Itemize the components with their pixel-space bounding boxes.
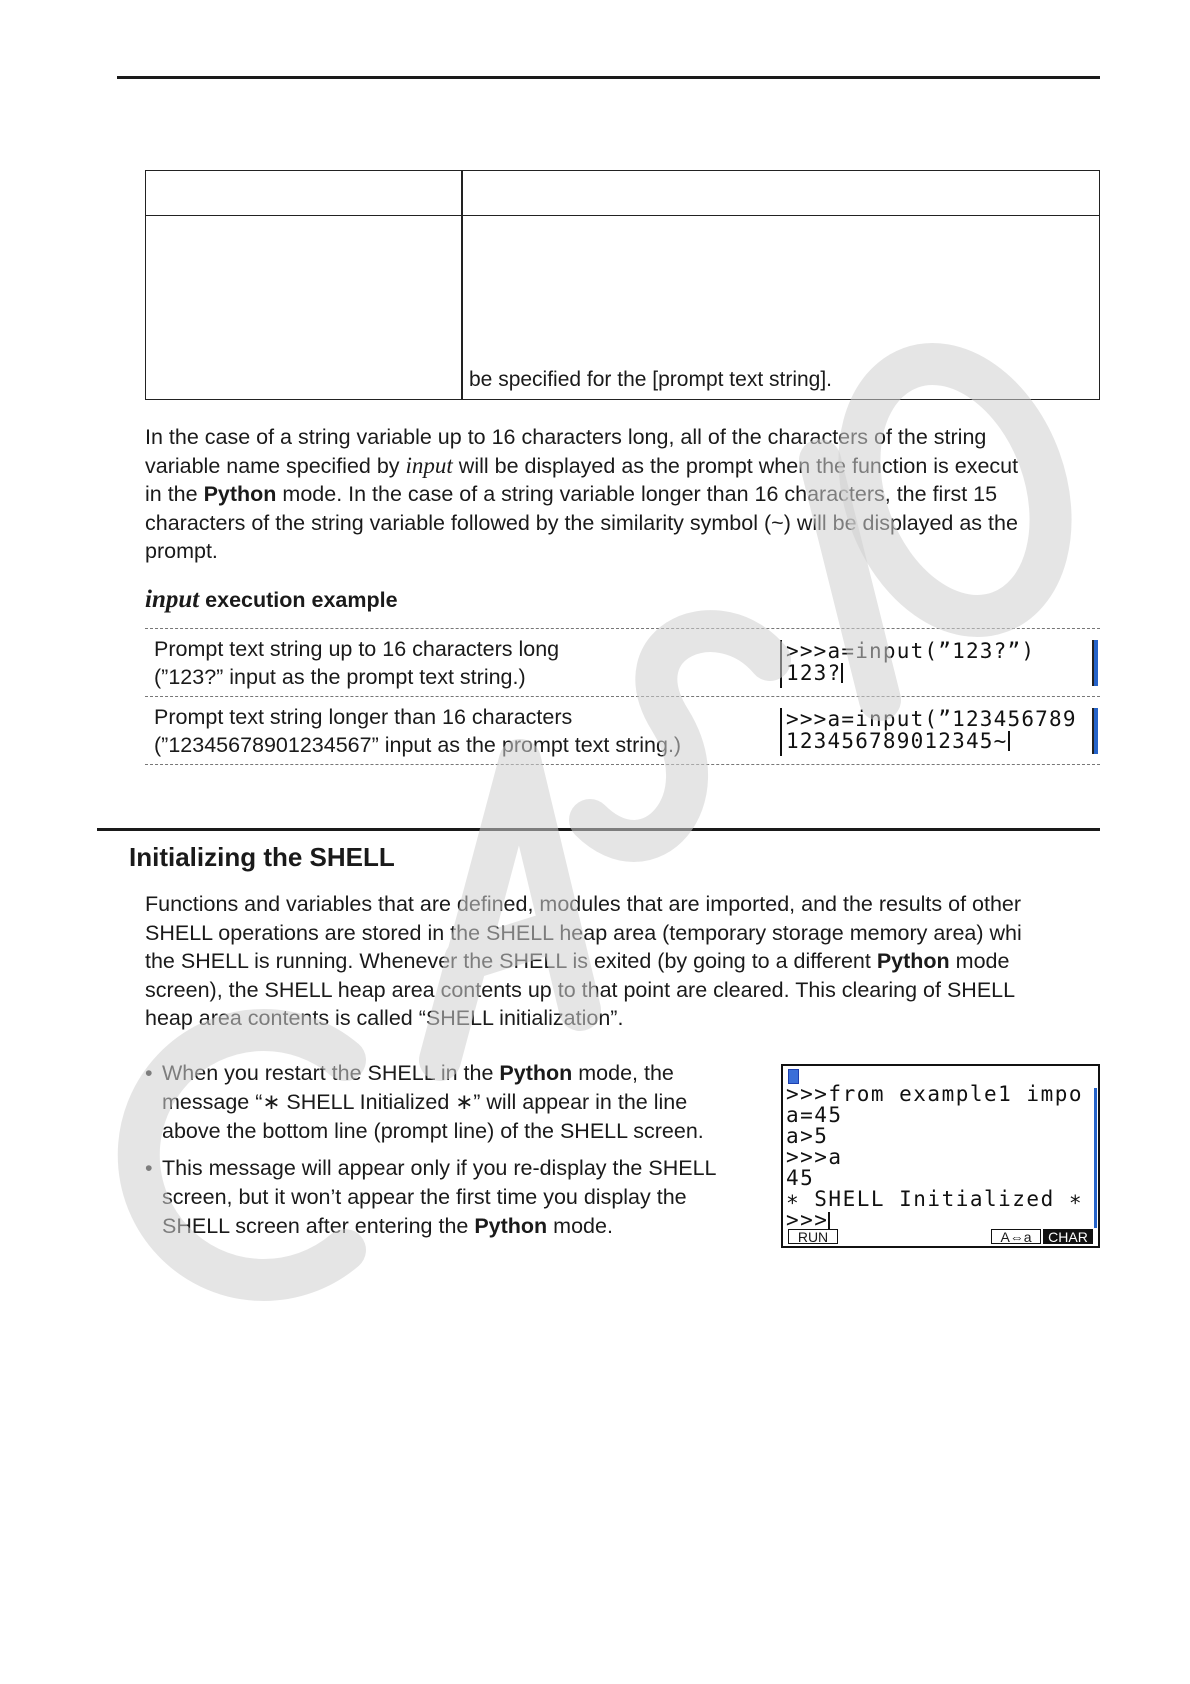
section-title: Initializing the SHELL — [129, 842, 395, 872]
bullet-item: • When you restart the SHELL in the Python mode, the message “∗ SHELL Initialized ∗” will appear in the line above the bottom line (prompt line) of the SHELL screen. — [145, 1061, 704, 1143]
screen-scrollbar — [1092, 708, 1098, 754]
section-line: SHELL operations are stored in the SHELL heap area (temporary storage memory area) whi — [145, 920, 1022, 945]
table-header-row — [146, 171, 1099, 216]
table-cell-text: be specified for the [prompt text string]. — [469, 368, 833, 391]
section-paragraph — [145, 890, 1022, 1033]
section-line: screen), the SHELL heap area contents up to that point are cleared. This clearing of SHELL — [145, 977, 1016, 1002]
section-line: heap area contents is called “SHELL initialization”. — [145, 1006, 624, 1030]
screen-scrollbar — [1094, 1088, 1097, 1228]
bullet-dot-icon: • — [145, 1061, 153, 1085]
intro-line: in the Python mode. In the case of a string variable longer than 16 characters, the first 15 — [145, 482, 998, 506]
code-input-term: input — [405, 452, 453, 478]
dashed-divider — [145, 764, 1100, 765]
text-cursor — [1008, 731, 1010, 751]
case-toggle-function-key[interactable]: A⇔a — [991, 1229, 1041, 1244]
top-rule — [117, 76, 1100, 79]
example-row-2-text: Prompt text string longer than 16 characters (”12345678901234567” input as the prompt text string.) — [154, 705, 682, 757]
example-title: input execution example — [145, 586, 398, 613]
intro-line: prompt. — [145, 539, 218, 563]
function-key-bar — [786, 1227, 1095, 1244]
screen-line: >>>a=input(”123?”) — [786, 639, 1036, 663]
example-screen-1 — [780, 640, 1098, 688]
example-row-1-text: Prompt text string up to 16 characters long (”123?” input as the prompt text string.) — [154, 637, 560, 689]
intro-line: variable name specified by input will be displayed as the prompt when the function is execut — [145, 452, 1019, 478]
screen-line: >>>a=input(”123456789 — [786, 708, 1077, 731]
char-function-key[interactable]: CHAR — [1043, 1229, 1093, 1244]
section-line: the SHELL is running. Whenever the SHELL is exited (by going to a different Python mode — [145, 949, 1010, 973]
dashed-divider — [145, 628, 1100, 629]
intro-paragraph — [145, 423, 1018, 566]
screen-line: 123456789012345~ — [786, 729, 1008, 753]
calculator-shell-screen — [781, 1064, 1100, 1248]
shell-lines: >>>from example1 impo a=45 a>5 >>>a 45 ∗ SHELL Initialized ∗ >>> — [786, 1082, 1084, 1232]
screen-line: 123? — [786, 661, 842, 685]
section-line: Functions and variables that are defined, modules that are imported, and the results of other — [145, 892, 1022, 916]
section-rule — [97, 828, 1100, 831]
table-column-divider — [461, 171, 463, 399]
dashed-divider — [145, 696, 1100, 697]
intro-line: In the case of a string variable up to 16 characters long, all of the characters of the string — [145, 425, 987, 449]
run-function-key[interactable]: RUN — [788, 1229, 838, 1244]
bullet-list — [145, 1059, 765, 1249]
text-cursor — [841, 663, 843, 683]
parameter-table — [145, 170, 1100, 400]
bullet-item: • This message will appear only if you re-display the SHELL screen, but it won’t appear the first time you display the SHELL screen after entering the Python mode. — [145, 1156, 717, 1238]
example-screen-2 — [780, 708, 1098, 756]
intro-line: characters of the string variable followed by the similarity symbol (~) will be displayed as the — [145, 510, 1018, 535]
screen-scrollbar — [1092, 640, 1098, 686]
bullet-dot-icon: • — [145, 1156, 153, 1180]
